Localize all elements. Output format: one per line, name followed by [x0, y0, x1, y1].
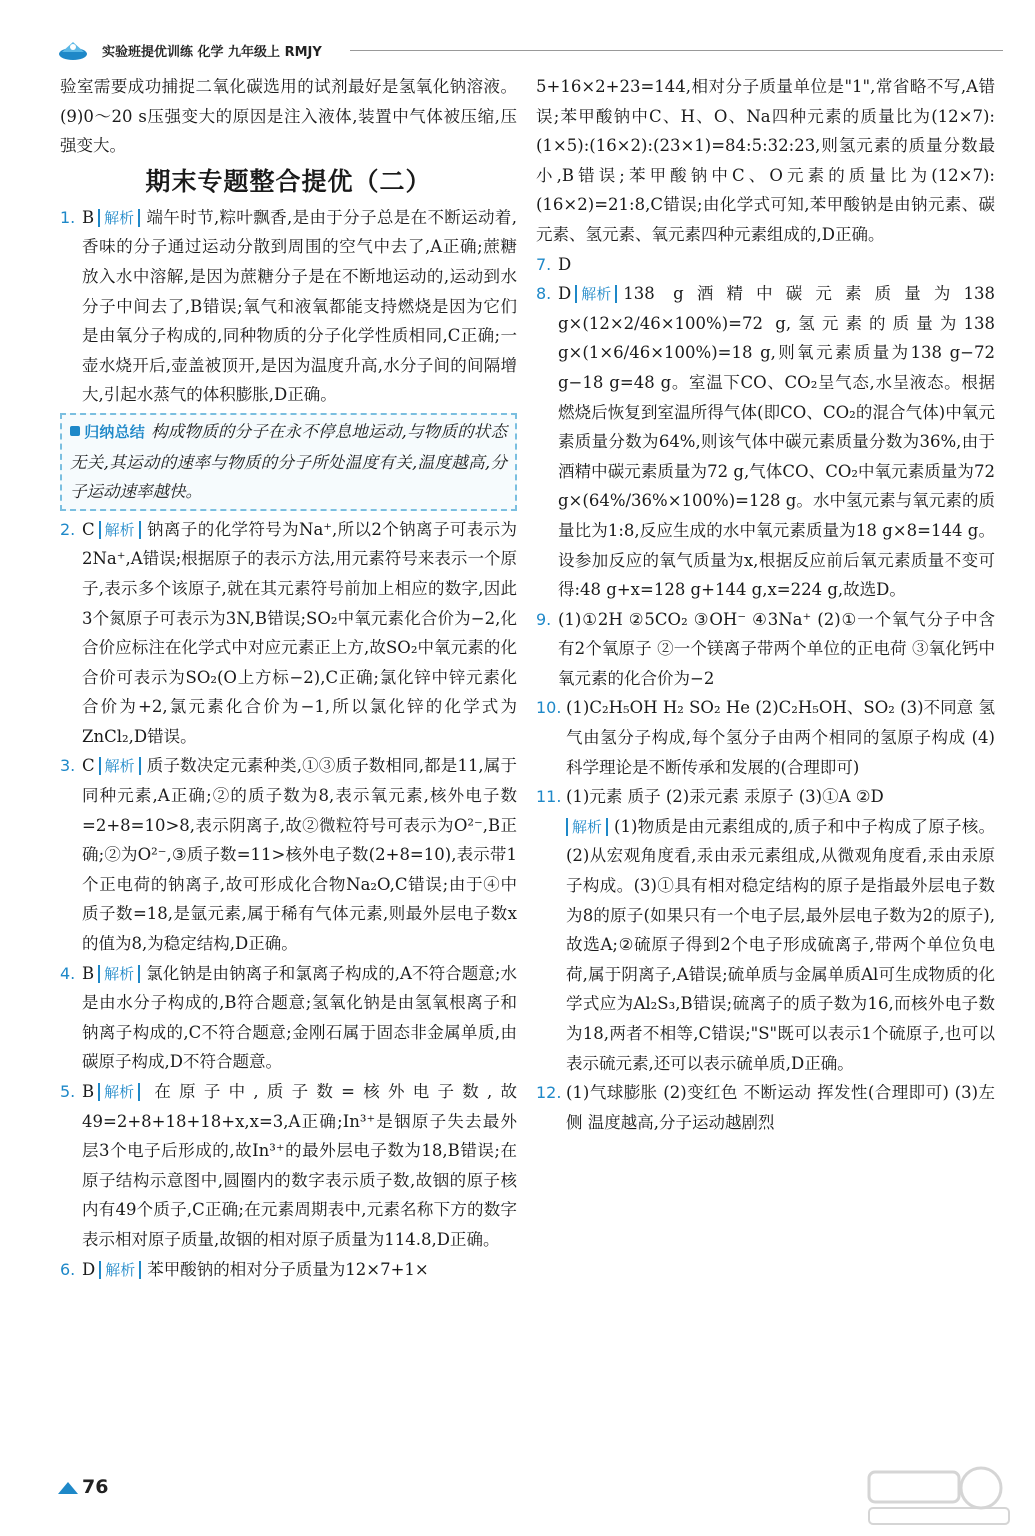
question-11-analysis: [536, 812, 995, 1078]
page-number: 76: [82, 1476, 109, 1498]
analysis-text: 在原子中,质子数=核外电子数,故49=2+8+18+18+x,x=3,A正确;In³⁺是铟原子失去最外层3个电子后形成的,故In³⁺的最外层电子数为18,B错误;在原子结构示意图中,圆圈内的数字表示质子数,故铟的原子核内有49个质子,C正确;在元素周期表中,元素名称下方的数字表示相对原子质量,故铟的相对原子质量为114.8,D正确。: [82, 1082, 517, 1249]
answer: B: [82, 963, 95, 983]
question-3: [60, 751, 517, 958]
question-number: 6.: [60, 1259, 76, 1279]
analysis-tag: 解析: [575, 285, 617, 303]
question-number: 5.: [60, 1082, 76, 1101]
answer: D: [82, 1259, 96, 1279]
analysis-text: 端午时节,粽叶飘香,是由于分子总是在不断运动着,香味的分子通过运动分散到周围的空气中去了,A正确;蔗糖放入水中溶解,是因为蔗糖分子是在不断地运动的,运动到水分子中间去了,B错误;氧气和液氧都能支持燃烧是因为它们是由氧分子构成的,同种物质的分子化学性质相同,C正确;一壶水烧开后,壶盖被顶开,是因为温度升高,水分子间的间隔增大,引起水蒸气的体积膨胀,D正确。: [82, 207, 517, 405]
intro-paragraph: 验室需要成功捕捉二氧化碳选用的试剂最好是氢氧化钠溶液。(9)0～20 s压强变大的原因是注入液体,装置中气体被压缩,压强变大。: [60, 77, 517, 156]
page-number-badge: [58, 1476, 114, 1506]
answer-text: (1)①2H ②5CO₂ ③OH⁻ ④3Na⁺ (2)①一个氧气分子中含有2个氧原子 ②一个镁离子带两个单位的正电荷 ③氧化钙中氧元素的化合价为−2: [558, 609, 995, 688]
answer-text: (1)气球膨胀 (2)变红色 不断运动 挥发性(合理即可) (3)左侧 温度越高,分子运动越剧烈: [566, 1083, 995, 1132]
question-7: [536, 250, 995, 280]
summary-box: [60, 413, 517, 511]
analysis-text: 氯化钠是由钠离子和氯离子构成的,A不符合题意;水是由水分子构成的,B符合题意;氢氧化钠是由氢氧根离子和钠离子构成的,C不符合题意;金刚石属于固态非金属单质,由碳原子构成,D不符合题意。: [82, 963, 517, 1072]
answer: B: [82, 207, 95, 227]
answer-text: (1)元素 质子 (2)汞元素 汞原子 (3)①A ②D: [566, 787, 884, 807]
analysis-tag: 解析: [98, 209, 140, 227]
question-11: [536, 782, 995, 812]
left-column: [60, 72, 517, 1284]
header-divider: [350, 50, 1003, 51]
answer: C: [82, 756, 95, 776]
question-number: 12.: [536, 1083, 562, 1103]
question-4: [60, 959, 517, 1077]
analysis-text: 钠离子的化学符号为Na⁺,所以2个钠离子可表示为2Na⁺,A错误;根据原子的表示方法,用元素符号来表示一个原子,表示多个该原子,就在其元素符号前加上相应的数字,因此3个氮原子可表示为3N,B错误;SO₂中氧元素化合价为−2,化合价应标注在化学式中对应元素正上方,故SO₂中氧元素的化合价可表示为SO₂(O上方标−2),C正确;氯化锌中锌元素化合价为+2,氯元素化合价为−1,所以氯化锌的化学式为ZnCl₂,D错误。: [82, 519, 517, 746]
question-number: 9.: [536, 609, 552, 629]
analysis-tag: 解析: [566, 818, 608, 836]
header-title: 实验班提优训练 化学 九年级上 RMJY: [102, 45, 322, 60]
page-header: [58, 38, 1003, 64]
analysis-text: 苯甲酸钠的相对分子质量为12×7+1×: [147, 1259, 429, 1279]
analysis-tag: 解析: [99, 1261, 141, 1279]
question-number: 4.: [60, 963, 76, 983]
question-number: 10.: [536, 698, 562, 718]
summary-tag-label: 归纳总结: [84, 422, 146, 441]
question-1: [60, 203, 517, 410]
analysis-tag: 解析: [99, 757, 141, 775]
question-12: [536, 1078, 995, 1137]
section-title: 期末专题整合提优（二）: [145, 166, 432, 196]
question-9: [536, 605, 995, 694]
answer: B: [82, 1082, 95, 1101]
answer: D: [558, 254, 572, 274]
analysis-tag: 解析: [98, 965, 140, 983]
question-10: [536, 693, 995, 782]
question-number: 2.: [60, 519, 76, 539]
summary-tag: [70, 423, 145, 441]
question-number: 3.: [60, 756, 76, 776]
answer: C: [82, 519, 95, 539]
question-number: 1.: [60, 207, 76, 227]
summary-bullet-icon: [70, 426, 80, 436]
question-number: 8.: [536, 284, 552, 304]
answer: D: [558, 284, 572, 304]
watermark-logo-icon: [861, 1464, 1021, 1530]
question-2: [60, 515, 517, 752]
answer-text: (1)C₂H₅OH H₂ SO₂ He (2)C₂H₅OH、SO₂ (3)不同意 氢气由氢分子构成,每个氢分子由两个相同的氢原子构成 (4)科学理论是不断传承和发展的(合理即可): [566, 698, 995, 777]
summary-text: 构成物质的分子在永不停息地运动,与物质的状态无关,其运动的速率与物质的分子所处温度有关,温度越高,分子运动速率越快。: [70, 421, 507, 502]
analysis-text: (1)物质是由元素组成的,质子和中子构成了原子核。(2)从宏观角度看,汞由汞元素组成,从微观角度看,汞由汞原子构成。(3)①具有相对稳定结构的原子是指最外层电子数为8的原子(如果只有一个电子层,最外层电子数为2的原子),故选A;②硫原子得到2个电子形成硫离子,带两个单位负电荷,属于阴离子,A错误;硫单质与金属单质Al可生成物质的化学式应为Al₂S₃,B错误;硫离子的质子数为16,而核外电子数为18,两者不相等,C错误;"S"既可以表示1个硫原子,也可以表示硫元素,还可以表示硫单质,D正确。: [566, 816, 995, 1073]
analysis-tag: 解析: [99, 521, 141, 539]
up-arrow-icon: [58, 1482, 78, 1494]
analysis-tag: 解析: [98, 1083, 140, 1101]
question-5: [60, 1077, 517, 1255]
question-number: 11.: [536, 787, 562, 807]
analysis-text: 138 g酒精中碳元素质量为138 g×(12×2/46×100%)=72 g,氢元素的质量为138 g×(1×6/46×100%)=18 g,则氧元素质量为138 g−72 g−18 g=48 g。室温下CO、CO₂呈气态,水呈液态。根据燃烧后恢复到室温所得气体(即CO、CO₂的混合气体)中氧元素质量分数为64%,则该气体中碳元素质量分数为36%,由于酒精中碳元素质量为72 g,气体CO、CO₂中氧元素质量为72 g×(64%/36%×100%)=128 g。水中氢元素与氧元素的质量比为1:8,反应生成的水中氧元素质量为18 g×8=144 g。设参加反应的氧气质量为x,根据反应前后氧元素质量不变可得:48 g+x=128 g+144 g,x=224 g,故选D。: [558, 284, 995, 600]
book-logo-icon: [58, 38, 88, 62]
question-6-continued: 5+16×2+23=144,相对分子质量单位是"1",常省略不写,A错误;苯甲酸钠中C、H、O、Na四种元素的质量比为(12×7):(1×5):(16×2):(23×1)=84:5:32:23,则氢元素的质量分数最小,B错误;苯甲酸钠中C、O元素的质量比为(12×7):(16×2)=21:8,C错误;由化学式可知,苯甲酸钠是由钠元素、碳元素、氢元素、氧元素四种元素组成的,D正确。: [536, 77, 995, 244]
right-column: [536, 72, 995, 1137]
analysis-text: 质子数决定元素种类,①③质子数相同,都是11,属于同种元素,A正确;②的质子数为8,表示氧元素,核外电子数=2+8=10>8,表示阴离子,故②微粒符号可表示为O²⁻,B正确;②为O²⁻,③质子数=11>核外电子数(2+8=10),表示带1个正电荷的钠离子,故可形成化合物Na₂O,C错误;由于④中质子数=18,是氩元素,属于稀有气体元素,则最外层电子数x的值为8,为稳定结构,D正确。: [82, 756, 517, 954]
question-8: [536, 279, 995, 605]
question-number: 7.: [536, 254, 552, 274]
question-6: [60, 1255, 517, 1285]
